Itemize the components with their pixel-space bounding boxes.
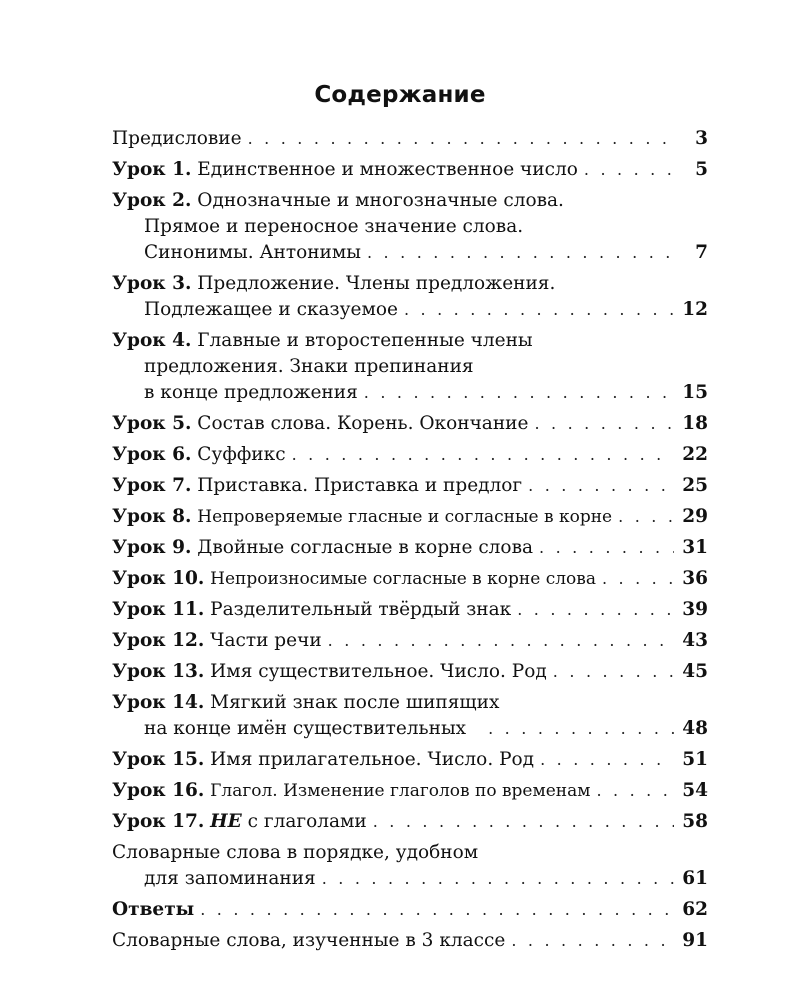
- dot-leader: [488, 716, 674, 742]
- dot-leader: [364, 380, 674, 406]
- page-number: 7: [695, 242, 708, 263]
- toc-entry-title: Части речи: [210, 630, 322, 651]
- dot-leader: [602, 566, 674, 592]
- toc-entry-lesson-2[interactable]: [112, 188, 708, 266]
- dot-leader: [618, 504, 674, 530]
- toc-entry-title-continued: Прямое и переносное значение слова.: [144, 216, 524, 237]
- dot-leader: [292, 442, 674, 468]
- page-number: 91: [682, 930, 708, 951]
- toc-entry-lesson-11[interactable]: [112, 597, 708, 623]
- toc-entry-title: с глаголами: [247, 811, 367, 832]
- toc-entry-title-continued: в конце предложения: [144, 382, 358, 403]
- page-number: 58: [682, 811, 708, 832]
- page-number: 25: [682, 475, 708, 496]
- ne-particle: НЕ: [210, 811, 242, 832]
- dot-leader: [373, 809, 674, 835]
- toc-entry-title-continued: Синонимы. Антонимы: [144, 242, 361, 263]
- lesson-number: Урок 4.: [112, 330, 192, 351]
- dot-leader: [528, 473, 674, 499]
- page-number: 22: [682, 444, 708, 465]
- toc-entry-title: Словарные слова, изученные в 3 классе: [112, 930, 506, 951]
- toc-entry-title: Имя прилагательное. Число. Род: [210, 749, 535, 770]
- lesson-number: Урок 2.: [112, 190, 192, 211]
- toc-entry-answers[interactable]: [112, 897, 708, 923]
- lesson-number: Урок 10.: [112, 568, 205, 589]
- dot-leader: [200, 897, 674, 923]
- dot-leader: [584, 157, 674, 183]
- toc-entry-dictionary-words[interactable]: [112, 840, 708, 892]
- page-number: 48: [682, 718, 708, 739]
- toc-entry-lesson-4[interactable]: [112, 328, 708, 406]
- toc-entry-preface[interactable]: [112, 126, 708, 152]
- toc-entry-title-continued: на конце имён существительных: [144, 718, 467, 739]
- toc-entry-title: Единственное и множественное число: [197, 159, 578, 180]
- page-number: 15: [682, 382, 708, 403]
- dot-leader: [511, 928, 674, 954]
- toc-entry-lesson-16[interactable]: [112, 778, 708, 804]
- toc-entry-lesson-15[interactable]: [112, 747, 708, 773]
- dot-leader: [248, 126, 674, 152]
- toc-entry-title: Ответы: [112, 899, 195, 920]
- toc-entry-title: Состав слова. Корень. Окончание: [197, 413, 529, 434]
- page-number: 45: [682, 661, 708, 682]
- page-number: 3: [695, 128, 708, 149]
- page-number: 36: [682, 568, 708, 589]
- dot-leader: [322, 866, 674, 892]
- toc-entry-lesson-5[interactable]: [112, 411, 708, 437]
- toc-entry-lesson-17[interactable]: [112, 809, 708, 835]
- page-number: 51: [682, 749, 708, 770]
- lesson-number: Урок 12.: [112, 630, 205, 651]
- lesson-number: Урок 3.: [112, 273, 192, 294]
- page-title: Содержание: [314, 82, 486, 108]
- toc-entry-lesson-12[interactable]: [112, 628, 708, 654]
- lesson-number: Урок 14.: [112, 692, 205, 713]
- page-number: 62: [682, 899, 708, 920]
- lesson-number: Урок 1.: [112, 159, 192, 180]
- toc-entry-lesson-3[interactable]: [112, 271, 708, 323]
- page-number: 5: [695, 159, 708, 180]
- toc-entry-lesson-7[interactable]: [112, 473, 708, 499]
- lesson-number: Урок 6.: [112, 444, 192, 465]
- toc-entry-title: Имя существительное. Число. Род: [210, 661, 547, 682]
- toc-entry-title: Главные и второстепенные члены: [197, 330, 533, 351]
- toc-entry-title-continued: для запоминания: [144, 868, 316, 889]
- table-of-contents: [112, 126, 708, 959]
- toc-entry-title: Разделительный твёрдый знак: [210, 599, 512, 620]
- toc-entry-title-continued: Подлежащее и сказуемое: [144, 299, 398, 320]
- page-number: 29: [682, 506, 708, 527]
- toc-entry-title: Непроизносимые согласные в корне слова: [210, 569, 596, 589]
- lesson-number: Урок 11.: [112, 599, 205, 620]
- toc-entry-lesson-8[interactable]: [112, 504, 708, 530]
- toc-entry-title: Непроверяемые гласные и согласные в корне: [197, 507, 613, 527]
- dot-leader: [517, 597, 674, 623]
- toc-entry-title: Словарные слова в порядке, удобном: [112, 842, 479, 863]
- toc-entry-lesson-10[interactable]: [112, 566, 708, 592]
- toc-entry-title: Однозначные и многозначные слова.: [197, 190, 564, 211]
- lesson-number: Урок 5.: [112, 413, 192, 434]
- dot-leader: [534, 411, 674, 437]
- dot-leader: [540, 747, 674, 773]
- lesson-number: Урок 17.: [112, 811, 205, 832]
- lesson-number: Урок 16.: [112, 780, 205, 801]
- toc-entry-lesson-6[interactable]: [112, 442, 708, 468]
- toc-entry-lesson-14[interactable]: [112, 690, 708, 742]
- toc-entry-title: Мягкий знак после шипящих: [210, 692, 500, 713]
- page-number: 39: [682, 599, 708, 620]
- lesson-number: Урок 15.: [112, 749, 205, 770]
- toc-entry-title: Предисловие: [112, 128, 242, 149]
- dot-leader: [553, 659, 674, 685]
- toc-entry-title: Двойные согласные в корне слова: [197, 537, 534, 558]
- lesson-number: Урок 13.: [112, 661, 205, 682]
- toc-entry-lesson-9[interactable]: [112, 535, 708, 561]
- toc-entry-grade3-words[interactable]: [112, 928, 708, 954]
- lesson-number: Урок 8.: [112, 506, 192, 527]
- toc-entry-lesson-1[interactable]: [112, 157, 708, 183]
- page-number: 54: [682, 780, 708, 801]
- page-number: 31: [682, 537, 708, 558]
- lesson-number: Урок 9.: [112, 537, 192, 558]
- toc-entry-title: Глагол. Изменение глаголов по временам: [210, 781, 591, 801]
- page-number: 12: [682, 299, 708, 320]
- dot-leader: [404, 297, 674, 323]
- dot-leader: [328, 628, 674, 654]
- page-number: 61: [682, 868, 708, 889]
- toc-entry-title: Предложение. Члены предложения.: [197, 273, 556, 294]
- lesson-number: Урок 7.: [112, 475, 192, 496]
- dot-leader: [539, 535, 674, 561]
- toc-entry-title: Приставка. Приставка и предлог: [197, 475, 523, 496]
- toc-entry-title-continued: предложения. Знаки препинания: [144, 356, 474, 377]
- dot-leader: [367, 240, 674, 266]
- page-number: 43: [682, 630, 708, 651]
- toc-entry-title: Суффикс: [197, 444, 286, 465]
- dot-leader: [596, 778, 674, 804]
- toc-entry-lesson-13[interactable]: [112, 659, 708, 685]
- page-number: 18: [682, 413, 708, 434]
